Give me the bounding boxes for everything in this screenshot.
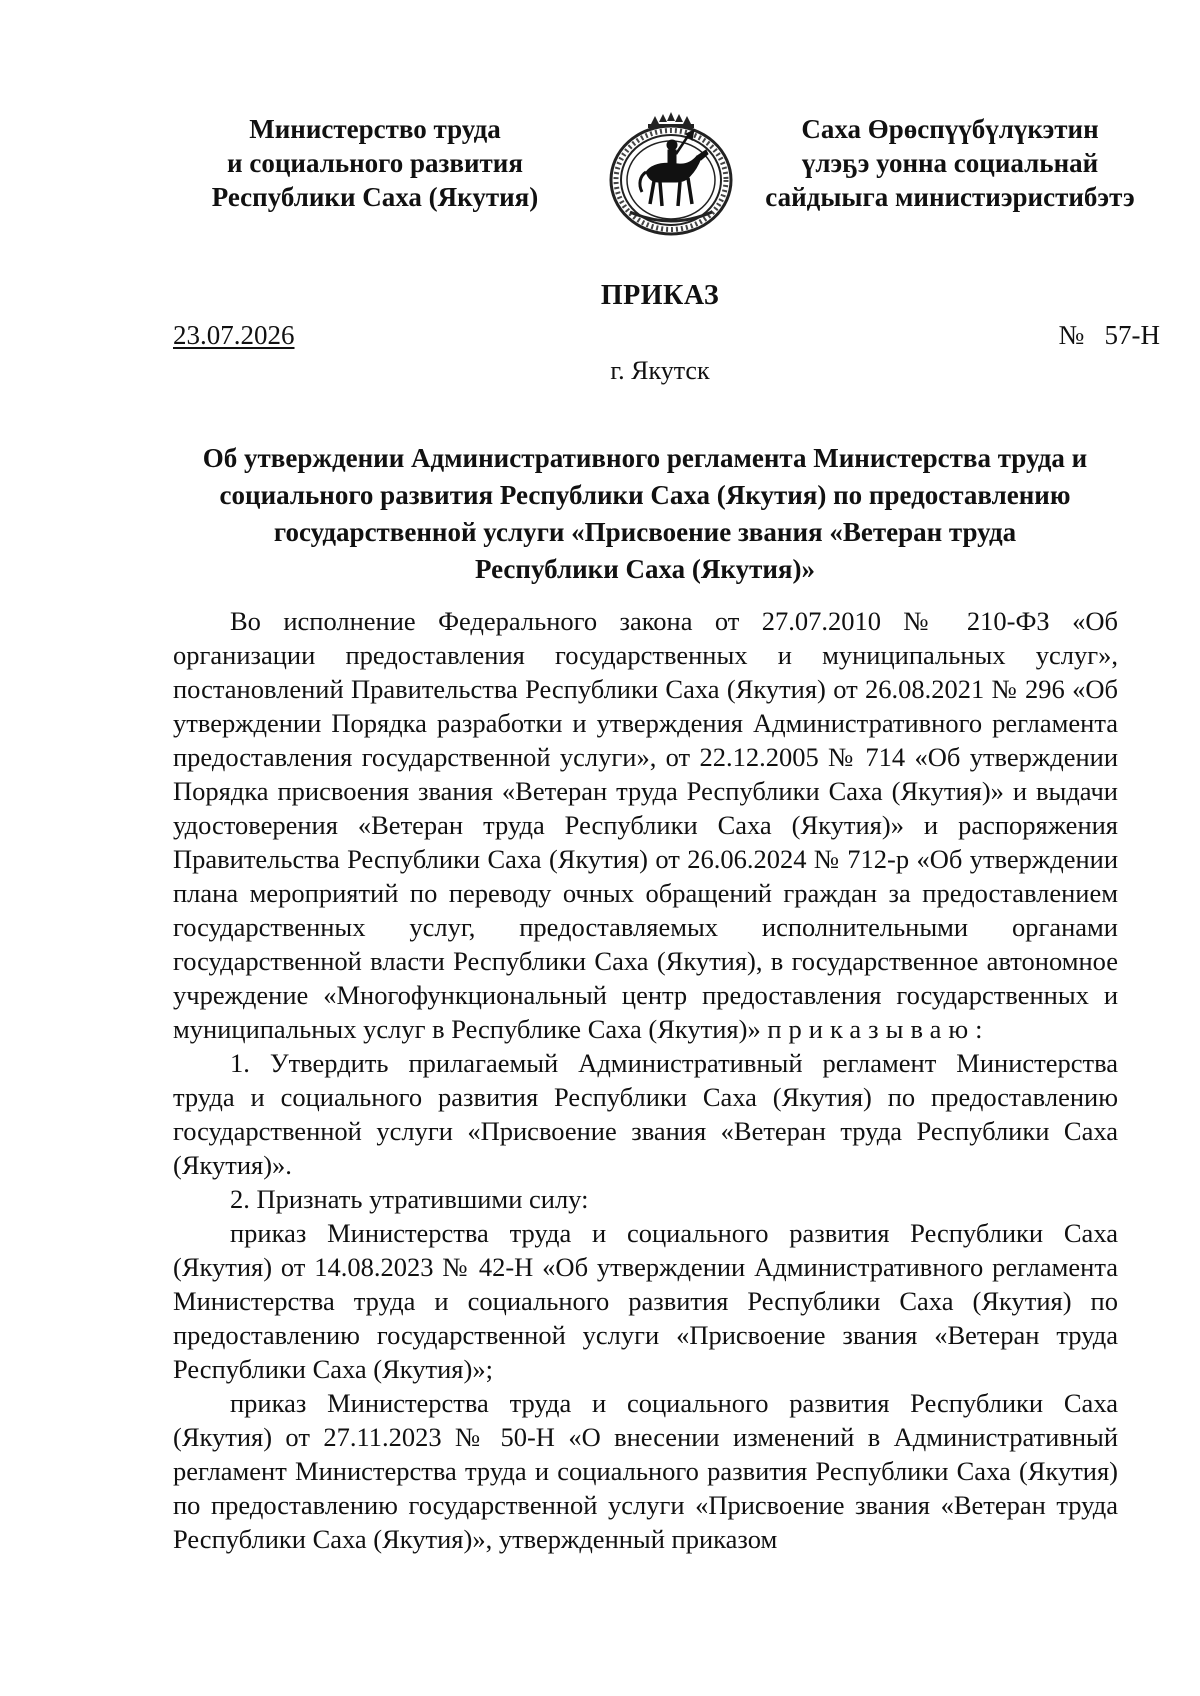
title-line: социального развития Республики Саха (Якутия) по предоставлению — [219, 480, 1071, 510]
document-number: № 57-Н — [1058, 320, 1160, 350]
intro-paragraph — [173, 604, 1118, 1046]
item-1-paragraph: 1. Утвердить прилагаемый Административный регламент Министерства труда и социального развития Республики Саха (Якутия) по предоставлению государственной услуги «Присвоение звания «Ветеран труда Республики Саха (Якутия)». — [173, 1048, 1118, 1180]
document-date: 23.07.2026 — [173, 320, 295, 350]
document-place: г. Якутск — [610, 356, 710, 385]
item-2-paragraph: 2. Признать утратившими силу: — [230, 1184, 589, 1214]
ministry-name-line: үлэҕэ уонна социальнай — [801, 148, 1099, 178]
document-title — [150, 440, 1140, 588]
sakha-republic-emblem-icon — [602, 112, 740, 238]
item-2a-paragraph: приказ Министерства труда и социального развития Республики Саха (Якутия) от 14.08.2023 № 42-Н «Об утверждении Административного регламента Министерства труда и социального развития Республики Саха (Якутия) по предоставлению государственной услуги «Присвоение звания «Ветеран труда Республики Саха (Якутия)»; — [173, 1218, 1118, 1384]
title-line: Республики Саха (Якутия)» — [474, 554, 815, 584]
ministry-name-line: Министерство труда — [249, 114, 501, 144]
title-line: государственной услуги «Присвоение звания «Ветеран труда — [273, 517, 1017, 547]
title-line: Об утверждении Административного регламента Министерства труда и — [202, 443, 1088, 473]
document-body — [173, 604, 1118, 1556]
ministry-name-line: Саха Өрөспүүбүлүкэтин — [801, 114, 1099, 144]
document-type-heading: ПРИКАЗ — [600, 280, 720, 311]
ministry-name-sakha — [760, 112, 1140, 214]
ministry-name-russian — [190, 112, 560, 214]
item-2b-paragraph: приказ Министерства труда и социального развития Республики Саха (Якутия) от 27.11.2023 № 50-Н «О внесении изменений в Административный регламент Министерства труда и социального развития Республики Саха (Якутия) по предоставлению государственной услуги «Присвоение звания «Ветеран труда Республики Саха (Якутия)», утвержденный приказом — [173, 1388, 1118, 1554]
order-word: приказываю: — [767, 1014, 990, 1044]
ministry-name-line: и социального развития — [227, 148, 523, 178]
ministry-name-line: сайдыыга министиэристибэтэ — [765, 182, 1135, 212]
intro-text: Во исполнение Федерального закона от 27.07.2010 № 210-ФЗ «Об организации предоставления государственных и муниципальных услуг», постановлений Правительства Республики Саха (Якутия) от 26.08.2021 № 296 «Об утверждении Порядка разработки и утверждения Административного регламента предоставления государственной услуги», от 22.12.2005 № 714 «Об утверждении Порядка присвоения звания «Ветеран труда Республики Саха (Якутия)» и выдачи удостоверения «Ветеран труда Республики Саха (Якутия)» и распоряжения Правительства Республики Саха (Якутия) от 26.06.2024 № 712-р «Об утверждении плана мероприятий по переводу очных обращений граждан за предоставлением государственных услуг, предоставляемых исполнительными органами государственной власти Республики Саха (Якутия), в государственное автономное учреждение «Многофункциональный центр предоставления государственных и муниципальных услуг в Республике Саха (Якутия)» — [173, 606, 1118, 1044]
ministry-name-line: Республики Саха (Якутия) — [211, 182, 539, 212]
